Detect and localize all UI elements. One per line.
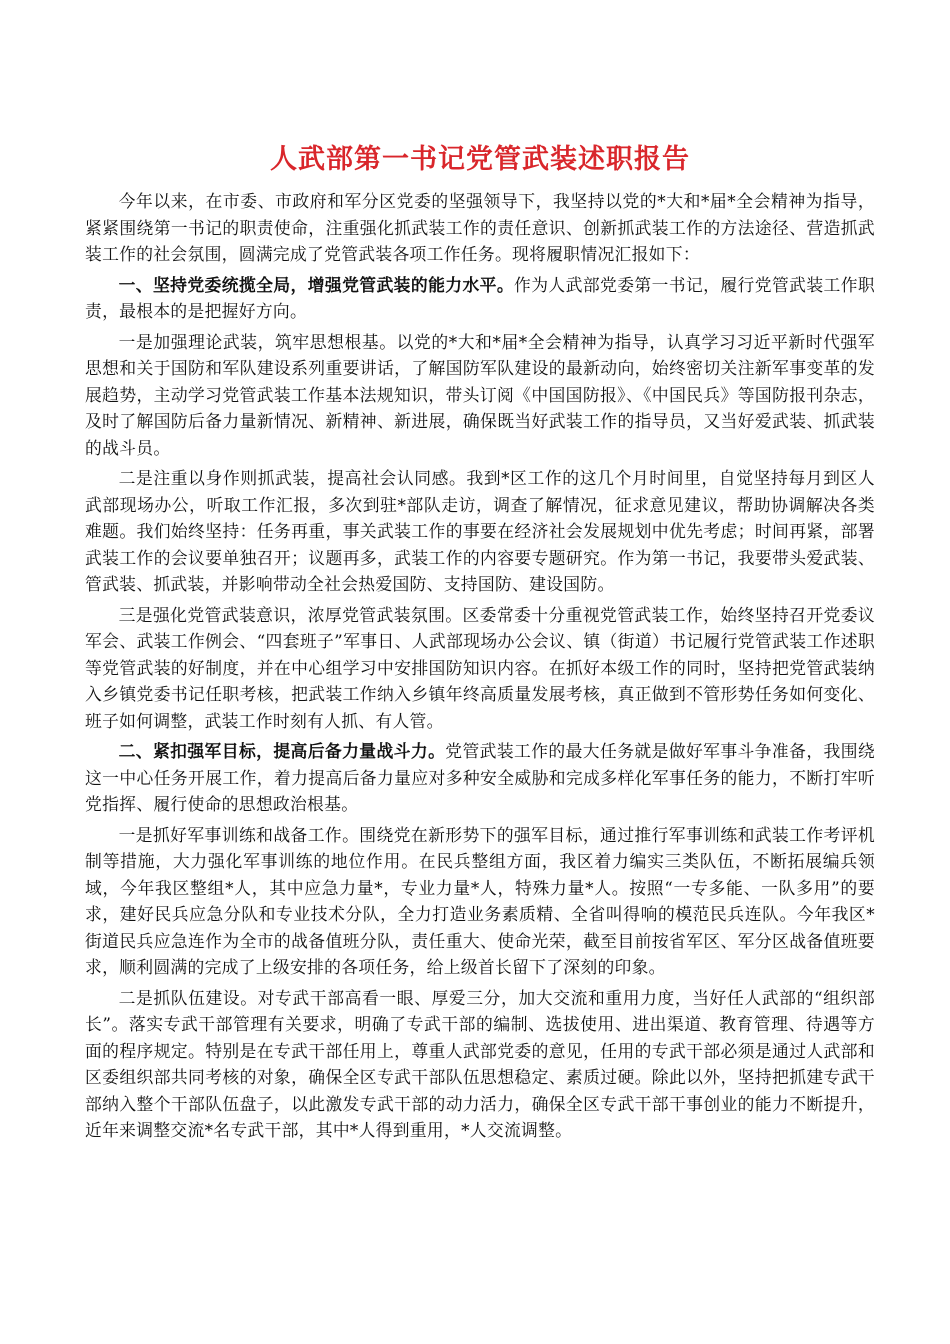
section-heading-1-paragraph <box>85 272 875 325</box>
paragraph-2-2 <box>85 985 875 1144</box>
paragraph-intro <box>85 188 875 268</box>
section-heading-2-paragraph <box>85 738 875 818</box>
document-page <box>85 138 875 1148</box>
paragraph-1-1 <box>85 329 875 462</box>
paragraph-text: 三是强化党管武装意识，浓厚党管武装氛围。区委常委十分重视党管武装工作，始终坚持召开党委议军会、武装工作例会、“四套班子”军事日、人武部现场办公会议、镇（街道）书记履行党管武装工作述职等党管武装的好制度，并在中心组学习中安排国防知识内容。在抓好本级工作的同时，坚持把党管武装纳入乡镇党委书记任职考核，把武装工作纳入乡镇年终高质量发展考核，真正做到不管形势任务如何变化、班子如何调整，武装工作时刻有人抓、有人管。 <box>85 604 875 731</box>
paragraph-text: 今年以来，在市委、市政府和军分区党委的坚强领导下，我坚持以党的*大和*届*全会精神为指导，紧紧围绕第一书记的职责使命，注重强化抓武装工作的责任意识、创新抓武装工作的方法途径、营造抓武装工作的社会氛围，圆满完成了党管武装各项工作任务。现将履职情况汇报如下： <box>85 191 875 264</box>
document-title: 人武部第一书记党管武装述职报告 <box>270 144 690 175</box>
paragraph-text: 二是注重以身作则抓武装，提高社会认同感。我到*区工作的这几个月时间里，自觉坚持每月到区人武部现场办公，听取工作汇报，多次到驻*部队走访，调查了解情况，征求意见建议，帮助协调解决各类难题。我们始终坚持：任务再重，事关武装工作的事要在经济社会发展规划中优先考虑；时间再紧，部署武装工作的会议要单独召开；议题再多，武装工作的内容要专题研究。作为第一书记，我要带头爱武装、管武装、抓武装，并影响带动全社会热爱国防、支持国防、建设国防。 <box>85 468 875 594</box>
paragraph-text: 作为人武部党委第一书记，履行党管武装工作职责，最根本的是把握好方向。 <box>85 274 875 321</box>
section-heading-2: 二、紧扣强军目标，提高后备力量战斗力。 <box>118 741 446 761</box>
paragraph-2-1 <box>85 822 875 981</box>
paragraph-text: 党管武装工作的最大任务就是做好军事斗争准备，我围绕这一中心任务开展工作，着力提高后备力量应对多种安全威胁和完成多样化军事任务的能力，不断打牢听党指挥、履行使命的思想政治根基。 <box>85 741 875 814</box>
paragraph-1-3 <box>85 602 875 735</box>
paragraph-1-2 <box>85 465 875 598</box>
section-heading-1: 一、坚持党委统揽全局，增强党管武装的能力水平。 <box>118 274 515 295</box>
paragraph-text: 一是加强理论武装，筑牢思想根基。以党的*大和*届*全会精神为指导，认真学习习近平新时代强军思想和关于国防和军队建设系列重要讲话，了解国防军队建设的最新动向，始终密切关注新军事变革的发展趋势，主动学习党管武装工作基本法规知识，带头订阅《中国国防报》、《中国民兵》等国防报刊杂志，及时了解国防后备力量新情况、新精神、新进展，确保既当好武装工作的指导员，又当好爱武装、抓武装的战斗员。 <box>85 331 875 458</box>
paragraph-text: 一是抓好军事训练和战备工作。围绕党在新形势下的强军目标，通过推行军事训练和武装工作考评机制等措施，大力强化军事训练的地位作用。在民兵整组方面，我区着力编实三类队伍，不断拓展编兵领域，今年我区整组*人，其中应急力量*，专业力量*人，特殊力量*人。按照“一专多能、一队多用”的要求，建好民兵应急分队和专业技术分队，全力打造业务素质精、全省叫得响的模范民兵连队。今年我区*街道民兵应急连作为全市的战备值班分队，责任重大、使命光荣，截至目前按省军区、军分区战备值班要求，顺利圆满的完成了上级安排的各项任务，给上级首长留下了深刻的印象。 <box>85 824 875 977</box>
paragraph-text: 二是抓队伍建设。对专武干部高看一眼、厚爱三分，加大交流和重用力度，当好任人武部的“组织部长”。落实专武干部管理有关要求，明确了专武干部的编制、选拔使用、进出渠道、教育管理、待遇等方面的程序规定。特别是在专武干部任用上，尊重人武部党委的意见，任用的专武干部必须是通过人武部和区委组织部共同考核的对象，确保全区专武干部队伍思想稳定、素质过硬。除此以外，坚持把抓建专武干部纳入整个干部队伍盘子，以此激发专武干部的动力活力，确保全区专武干部干事创业的能力不断提升，近年来调整交流*名专武干部，其中*人得到重用，*人交流调整。 <box>85 987 875 1140</box>
